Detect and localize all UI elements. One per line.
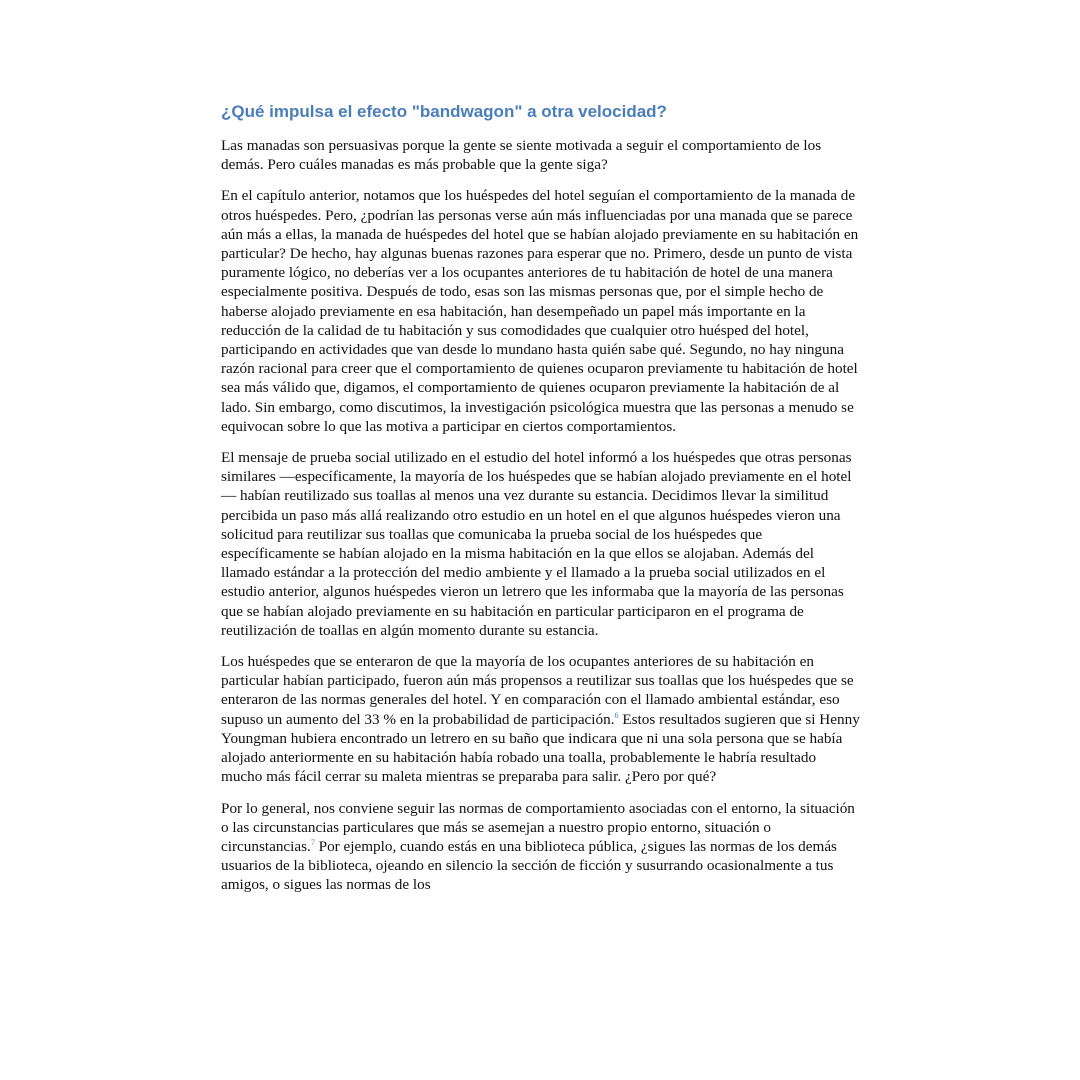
footnote-ref-6[interactable]: 6 [614,710,619,720]
paragraph-2: En el capítulo anterior, notamos que los huéspedes del hotel seguían el comportamiento de la manada de otros huéspedes. Pero, ¿podrían las personas verse aún más influenciadas por una manada que se parece aún más a ellas, la manada de huéspedes del hotel que se habían alojado previamente en su habitación en particular? De hecho, hay algunas buenas razones para esperar que no. Primero, desde un punto de vista puramente lógico, no deberías ver a los ocupantes anteriores de tu habitación de hotel de una manera especialmente positiva. Después de todo, esas son las mismas personas que, por el simple hecho de haberse alojado previamente en esa habitación, han desempeñado un papel más importante en la reducción de la calidad de tu habitación y sus comodidades que cualquier otro huésped del hotel, participando en actividades que van desde lo mundano hasta quién sabe qué. Segundo, no hay ninguna razón racional para creer que el comportamiento de quienes ocuparon previamente tu habitación de hotel sea más válido que, digamos, el comportamiento de quienes ocuparon previamente la habitación de al lado. Sin embargo, como discutimos, la investigación psicológica muestra que las personas a menudo se equivocan sobre lo que las motiva a participar en ciertos comportamientos. [221,187,859,435]
footnote-ref-7[interactable]: 7 [310,837,315,847]
paragraph-4 [221,652,861,786]
section-heading: ¿Qué impulsa el efecto "bandwagon" a otra velocidad? [221,102,667,121]
paragraph-4-text-b: Estos resultados sugieren que si Henny Youngman hubiera encontrado un letrero en su baño que indicara que ni una sola persona que se había alojado anteriormente en su habitación había robado una toalla, probablemente le habría resultado mucho más fácil cerrar su maleta mientras se preparaba para salir. ¿Pero por qué? [221,710,860,786]
paragraph-5-text-b: Por ejemplo, cuando estás en una biblioteca pública, ¿sigues las normas de los demás usuarios de la biblioteca, ojeando en silencio la sección de ficción y susurrando ocasionalmente a tus amigos, o sigues las normas de los [221,837,837,894]
paragraph-3: El mensaje de prueba social utilizado en el estudio del hotel informó a los huéspedes que otras personas similares —específicamente, la mayoría de los huéspedes que se habían alojado previamente en el hotel— habían reutilizado sus toallas al menos una vez durante su estancia. Decidimos llevar la similitud percibida un paso más allá realizando otro estudio en un hotel en el que algunos huéspedes vieron una solicitud para reutilizar sus toallas que comunicaba la prueba social de los huéspedes que específicamente se habían alojado en la misma habitación en la que ellos se alojaban. Además del llamado estándar a la protección del medio ambiente y el llamado a la prueba social utilizados en el estudio anterior, algunos huéspedes vieron un letrero que les informaba que la mayoría de las personas que se habían alojado previamente en su habitación en particular participaron en el programa de reutilización de toallas en algún momento durante su estancia. [221,449,852,639]
paragraph-5 [221,799,861,895]
paragraph-5-text-a: Por lo general, nos conviene seguir las normas de comportamiento asociadas con el entorno, la situación o las circunstancias particulares que más se asemejan a nuestro propio entorno, situación o circunstancias. [221,799,855,855]
document-page [221,100,861,907]
paragraph-4-text-a: Los huéspedes que se enteraron de que la mayoría de los ocupantes anteriores de su habitación en particular habían participado, fueron aún más propensos a reutilizar sus toallas que los huéspedes que se enteraron de las normas generales del hotel. Y en comparación con el llamado ambiental estándar, eso supuso un aumento del 33 % en la probabilidad de participación. [221,653,854,728]
paragraph-1: Las manadas son persuasivas porque la gente se siente motivada a seguir el comportamiento de los demás. Pero cuáles manadas es más probable que la gente siga? [221,137,822,174]
